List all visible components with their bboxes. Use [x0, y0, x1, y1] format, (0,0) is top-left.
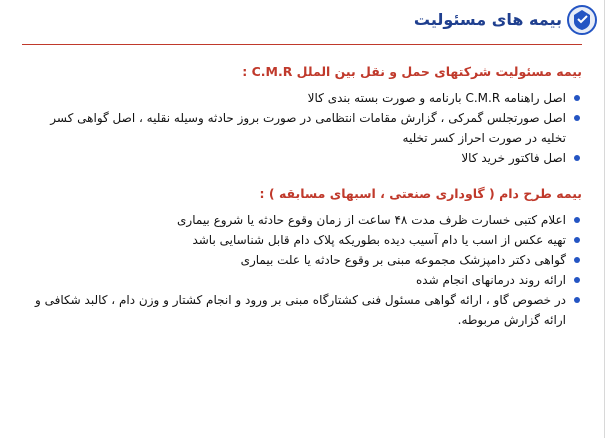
- list-item: [22, 230, 582, 250]
- list-item: [22, 148, 582, 168]
- list-item: [22, 210, 582, 230]
- list-item-text: ارائه روند درمانهای انجام شده: [415, 273, 566, 287]
- bullet-dot-icon: [574, 277, 580, 283]
- list-item: [22, 250, 582, 270]
- section-list-cmr: [22, 88, 582, 168]
- list-item: [22, 290, 582, 330]
- list-item-text: اصل فاکتور خرید کالا: [461, 151, 566, 165]
- slide-header: [0, 0, 604, 44]
- list-item-text: اصل راهنامه C.M.R بارنامه و صورت بسته بندی کالا: [307, 91, 566, 105]
- bullet-dot-icon: [574, 115, 580, 121]
- insurance-logo-icon: [566, 4, 598, 36]
- list-item-text: در خصوص گاو ، ارائه گواهی مسئول فنی کشتارگاه مبنی بر ورود و انجام کشتار و وزن دام ، کالبد شکافی و ارائه گزارش مربوطه.: [35, 293, 566, 327]
- list-item-text: اصل صورتجلس گمرکی ، گزارش مقامات انتظامی در صورت بروز حادثه وسیله نقلیه ، اصل گواهی کسر تخلیه در صورت احراز کسر تخلیه: [50, 111, 566, 145]
- section-list-livestock: [22, 210, 582, 330]
- bullet-dot-icon: [574, 217, 580, 223]
- list-item: [22, 270, 582, 290]
- page-title: بیمه های مسئولیت: [413, 10, 562, 29]
- bullet-dot-icon: [574, 257, 580, 263]
- bullet-dot-icon: [574, 155, 580, 161]
- list-item-text: گواهی دکتر دامپزشک مجموعه مبنی بر وقوع حادثه یا علت بیماری: [240, 253, 566, 267]
- title-divider: [22, 44, 582, 45]
- bullet-dot-icon: [574, 237, 580, 243]
- section-heading-cmr: بیمه مسئولیت شرکتهای حمل و نقل بین الملل C.M.R :: [242, 64, 582, 79]
- bullet-dot-icon: [574, 95, 580, 101]
- list-item-text: تهیه عکس از اسب یا دام آسیب دیده بطوریکه پلاک دام قابل شناسایی باشد: [192, 233, 566, 247]
- bullet-dot-icon: [574, 297, 580, 303]
- section-heading-livestock: بیمه طرح دام ( گاوداری صنعتی ، اسبهای مسابقه ) :: [259, 186, 582, 201]
- list-item: [22, 88, 582, 108]
- list-item-text: اعلام کتبی خسارت ظرف مدت ۴۸ ساعت از زمان وقوع حادثه یا شروع بیماری: [177, 213, 566, 227]
- list-item: [22, 108, 582, 148]
